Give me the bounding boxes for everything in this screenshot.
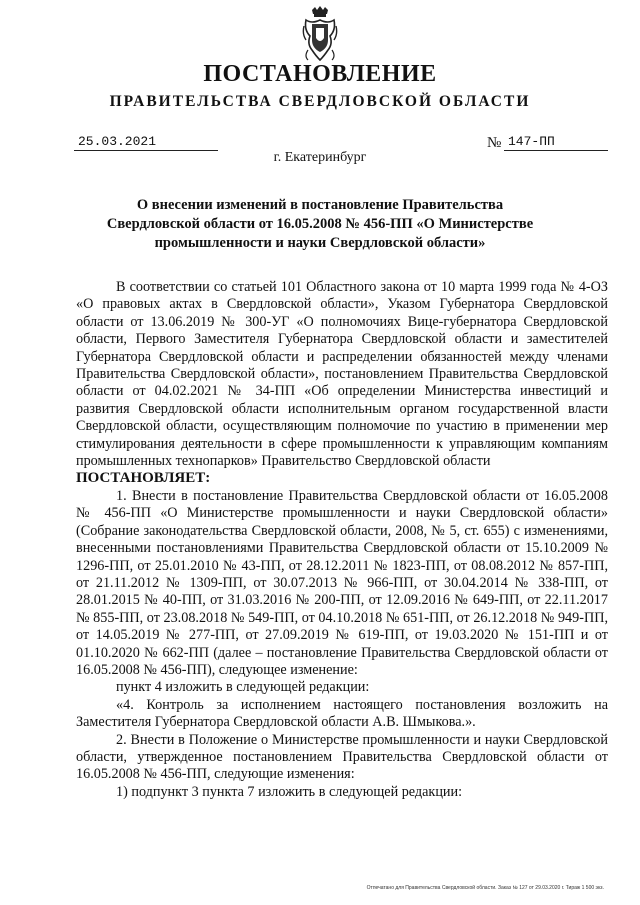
item-2-paragraph: 2. Внести в Положение о Министерстве промышленности и науки Свердловской области, утвержденное постановлением Правительства Свердловской области от 16.05.2008 № 456-ПП, следующие изменения: — [76, 731, 608, 783]
print-footer: Отпечатано для Правительства Свердловской области. Заказ № 127 от 29.03.2020 г. Тираж 1 500 экз. — [366, 885, 604, 891]
document-title: ПОСТАНОВЛЕНИЕ — [203, 61, 437, 87]
document-heading: О внесении изменений в постановление Правительства Свердловской области от 16.05.2008 № 456-ПП «О Министерстве промышленности и науки Свердловской области» — [106, 197, 534, 251]
coat-of-arms-icon — [302, 6, 338, 62]
resolves-heading: ПОСТАНОВЛЯЕТ: — [76, 470, 211, 487]
item-1-quote-paragraph: «4. Контроль за исполнением настоящего постановления возложить на Заместителя Губернатора Свердловской области А.В. Шмыкова.». — [76, 696, 608, 731]
document-subtitle: ПРАВИТЕЛЬСТВА СВЕРДЛОВСКОЙ ОБЛАСТИ — [109, 93, 531, 110]
document-city: г. Екатеринбург — [273, 150, 367, 165]
item-2-sub-paragraph: 1) подпункт 3 пункта 7 изложить в следующей редакции: — [116, 783, 463, 800]
item-1-paragraph: 1. Внести в постановление Правительства Свердловской области от 16.05.2008 № 456-ПП «О Министерстве промышленности и науки Свердловской области» (Собрание законодательства Свердловской области, 2008, № 5, ст. 655) с изменениями, внесенными постановлениями Правительства Свердловской области от 15.10.2009 № 1296-ПП, от 25.01.2010 № 43-ПП, от 28.12.2011 № 1823-ПП, от 08.08.2012 № 857-ПП, от 21.11.2012 № 1309-ПП, от 30.07.2013 № 966-ПП, от 30.04.2014 № 338-ПП, от 28.01.2015 № 40-ПП, от 31.03.2016 № 200-ПП, от 12.09.2016 № 649-ПП, от 22.11.2017 № 855-ПП, от 23.08.2018 № 549-ПП, от 04.10.2018 № 651-ПП, от 26.12.2018 № 949-ПП, от 14.05.2019 № 277-ПП, от 27.09.2019 № 619-ПП, от 19.03.2020 № 151-ПП и от 01.10.2020 № 662-ПП (далее – постановление Правительства Свердловской области от 16.05.2008 № 456-ПП), следующее изменение: — [76, 487, 608, 678]
preamble-paragraph: В соответствии со статьей 101 Областного закона от 10 марта 1999 года № 4-ОЗ «О правовых актах в Свердловской области», Указом Губернатора Свердловской области от 13.06.2019 № 300-УГ «О полномочиях Вице-губернатора Свердловской области, Первого Заместителя Губернатора Свердловской области и заместителей Губернатора Свердловской области и распределении обязанностей между членами Правительства Свердловской области», постановлением Правительства Свердловской области от 04.02.2021 № 34-ПП «Об определении Министерства инвестиций и развития Свердловской области исполнительным органом государственной власти Свердловской области, осуществляющим полномочие по участию в применении мер стимулирования деятельности в сфере промышленности к управляющим компаниям промышленных технопарков» Правительство Свердловской области — [76, 279, 608, 470]
document-date: 25.03.2021 — [78, 134, 157, 149]
item-1-sub-paragraph: пункт 4 изложить в следующей редакции: — [116, 679, 370, 696]
document-body — [76, 279, 608, 801]
number-sign: № — [487, 135, 502, 151]
document-number: 147-ПП — [508, 134, 555, 149]
